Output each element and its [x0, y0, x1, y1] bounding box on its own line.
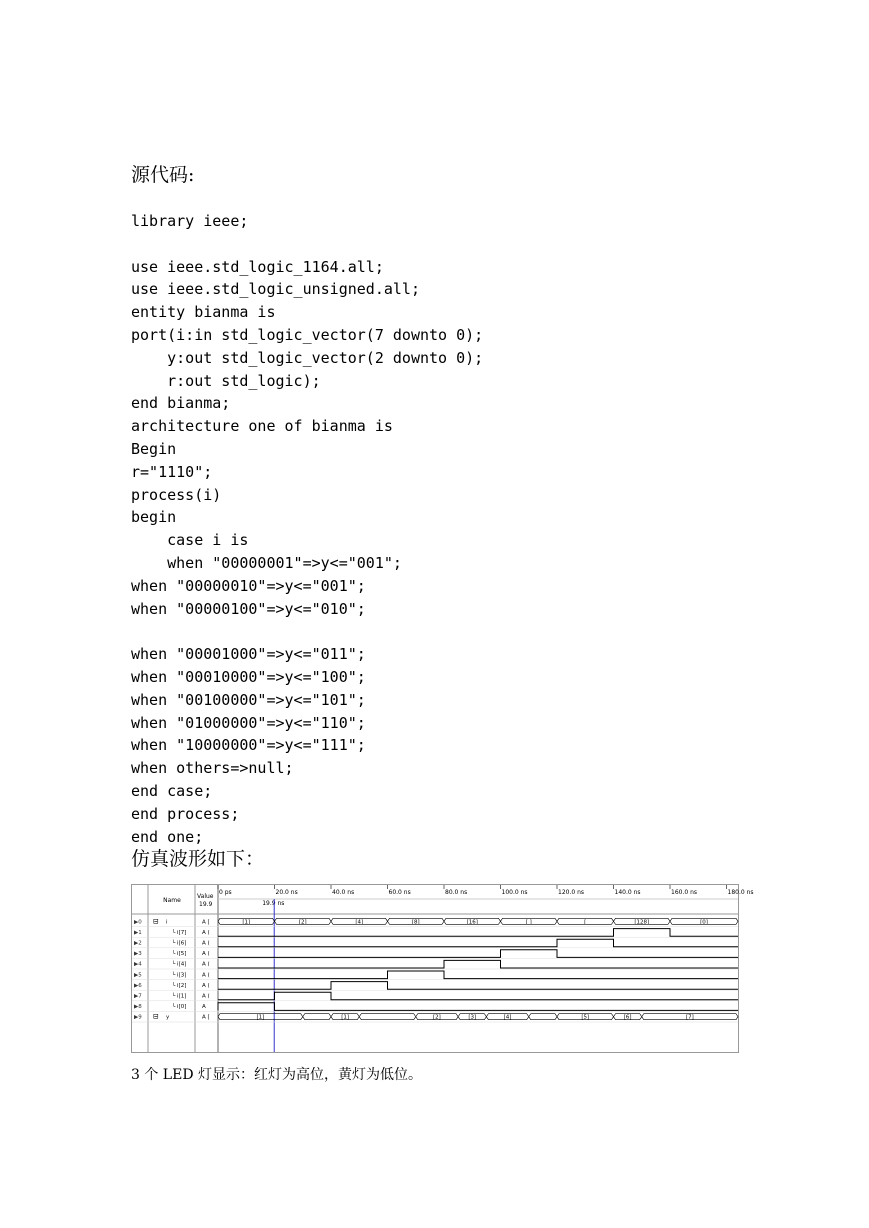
signal-name: └ i[1]	[172, 993, 187, 1000]
code-line: begin	[131, 508, 177, 527]
time-tick-label: 160.0 ns	[671, 889, 698, 896]
bus-i-label: [128]	[634, 919, 650, 926]
signal-name: └ i[2]	[172, 982, 187, 989]
code-line: when "01000000"=>y<="110";	[131, 713, 366, 732]
row-index: ▶6	[134, 982, 142, 989]
bus-y-label: [3]	[468, 1014, 477, 1021]
code-line: end case;	[131, 781, 213, 800]
row-index: ▶7	[134, 993, 142, 1000]
simulation-waveform	[131, 884, 754, 1053]
code-line: use ieee.std_logic_1164.all;	[131, 257, 384, 276]
name-column-header: Name	[163, 897, 181, 904]
time-tick-label: 0 ps	[219, 889, 232, 896]
bus-y-label: [2]	[433, 1014, 441, 1021]
bus-y-label: [6]	[623, 1014, 632, 1021]
bus-i-label: [16]	[466, 919, 478, 926]
signal-name: y	[166, 1014, 170, 1021]
waveform-heading: 仿真波形如下：	[131, 848, 265, 870]
signal-value: A (	[202, 940, 210, 947]
row-index: ▶3	[134, 951, 142, 958]
code-line: when "00000010"=>y<="001";	[131, 576, 366, 595]
code-line: use ieee.std_logic_unsigned.all;	[131, 280, 420, 299]
signal-name: └ i[0]	[172, 1004, 187, 1011]
code-line: when "00000001"=>y<="001";	[131, 553, 402, 572]
code-line	[131, 620, 483, 643]
bus-i-label: [	[584, 919, 587, 926]
code-line	[131, 233, 483, 256]
bus-i-label: [4]	[355, 919, 364, 926]
signal-value: A (	[202, 993, 210, 1000]
bus-i-label: [2]	[298, 919, 307, 926]
signal-value: A (	[202, 951, 210, 958]
row-index: ▶9	[134, 1014, 142, 1021]
bus-i-label: [ ]	[525, 919, 532, 926]
code-line: library ieee;	[131, 212, 249, 230]
time-tick-label: 80.0 ns	[445, 889, 468, 896]
expand-icon: ⊟	[153, 917, 159, 926]
bus-y-label: [1]	[256, 1014, 265, 1021]
time-tick-label: 60.0 ns	[388, 889, 411, 896]
code-line: entity bianma is	[131, 303, 276, 322]
code-line: process(i)	[131, 485, 222, 504]
signal-value: A [	[202, 1014, 210, 1021]
code-line: port(i:in std_logic_vector(7 downto 0);	[131, 325, 484, 344]
name-panel-bg	[132, 885, 218, 1052]
code-line: when "00001000"=>y<="011";	[131, 645, 366, 664]
row-index: ▶5	[134, 972, 142, 979]
code-line: when others=>null;	[131, 759, 294, 778]
source-code-heading: 源代码:	[131, 164, 195, 186]
signal-name: └ i[6]	[172, 940, 187, 947]
signal-name: └ i[7]	[172, 929, 187, 936]
signal-name: └ i[3]	[172, 972, 187, 979]
expand-icon: ⊟	[153, 1012, 159, 1021]
row-index: ▶4	[134, 961, 142, 968]
code-line: y:out std_logic_vector(2 downto 0);	[131, 348, 484, 367]
signal-value: A [	[202, 919, 210, 926]
code-line: when "00000100"=>y<="010";	[131, 599, 366, 618]
bus-i-label: [1]	[242, 919, 251, 926]
bus-y-label: [4]	[503, 1014, 512, 1021]
code-line: end process;	[131, 804, 240, 823]
signal-name: └ i[5]	[172, 951, 187, 958]
bus-y-label: [1]	[341, 1014, 350, 1021]
value-column-sub: 19.9	[199, 901, 213, 908]
bus-y-label: [5]	[581, 1014, 590, 1021]
cursor-time-label: 19.9 ns	[262, 900, 285, 907]
signal-value: A (	[202, 961, 210, 968]
code-block	[131, 210, 483, 848]
signal-value: A	[202, 1004, 206, 1011]
row-index: ▶1	[134, 929, 142, 936]
code-line: when "00010000"=>y<="100";	[131, 667, 366, 686]
bus-i-label: [0]	[700, 919, 708, 926]
code-line: when "10000000"=>y<="111";	[131, 736, 366, 755]
code-line: end bianma;	[131, 394, 231, 413]
signal-value: A (	[202, 982, 210, 989]
signal-name: └ i[4]	[172, 961, 187, 968]
code-line: architecture one of bianma is	[131, 417, 393, 436]
bus-y-label: [7]	[685, 1014, 694, 1021]
time-tick-label: 100.0 ns	[501, 889, 528, 896]
code-line: when "00100000"=>y<="101";	[131, 690, 366, 709]
time-tick-label: 140.0 ns	[614, 889, 641, 896]
led-caption: 3 个 LED 灯显示：红灯为高位，黄灯为低位。	[131, 1067, 422, 1083]
time-tick-label: 180.0 ns	[727, 889, 754, 896]
value-column-header: Value	[197, 893, 214, 900]
row-index: ▶8	[134, 1004, 142, 1011]
row-index: ▶2	[134, 940, 142, 947]
signal-value: A (	[202, 972, 210, 979]
signal-name: i	[166, 919, 168, 926]
bus-i-label: [8]	[411, 919, 420, 926]
time-tick-label: 40.0 ns	[332, 889, 355, 896]
row-index: ▶0	[134, 919, 142, 926]
time-tick-label: 120.0 ns	[558, 889, 585, 896]
time-tick-label: 20.0 ns	[275, 889, 298, 896]
code-line: r="1110";	[131, 462, 213, 481]
code-line: end one;	[131, 827, 204, 846]
code-line: r:out std_logic);	[131, 371, 321, 390]
code-line: case i is	[131, 531, 249, 550]
code-line: Begin	[131, 439, 177, 458]
signal-value: A (	[202, 929, 210, 936]
